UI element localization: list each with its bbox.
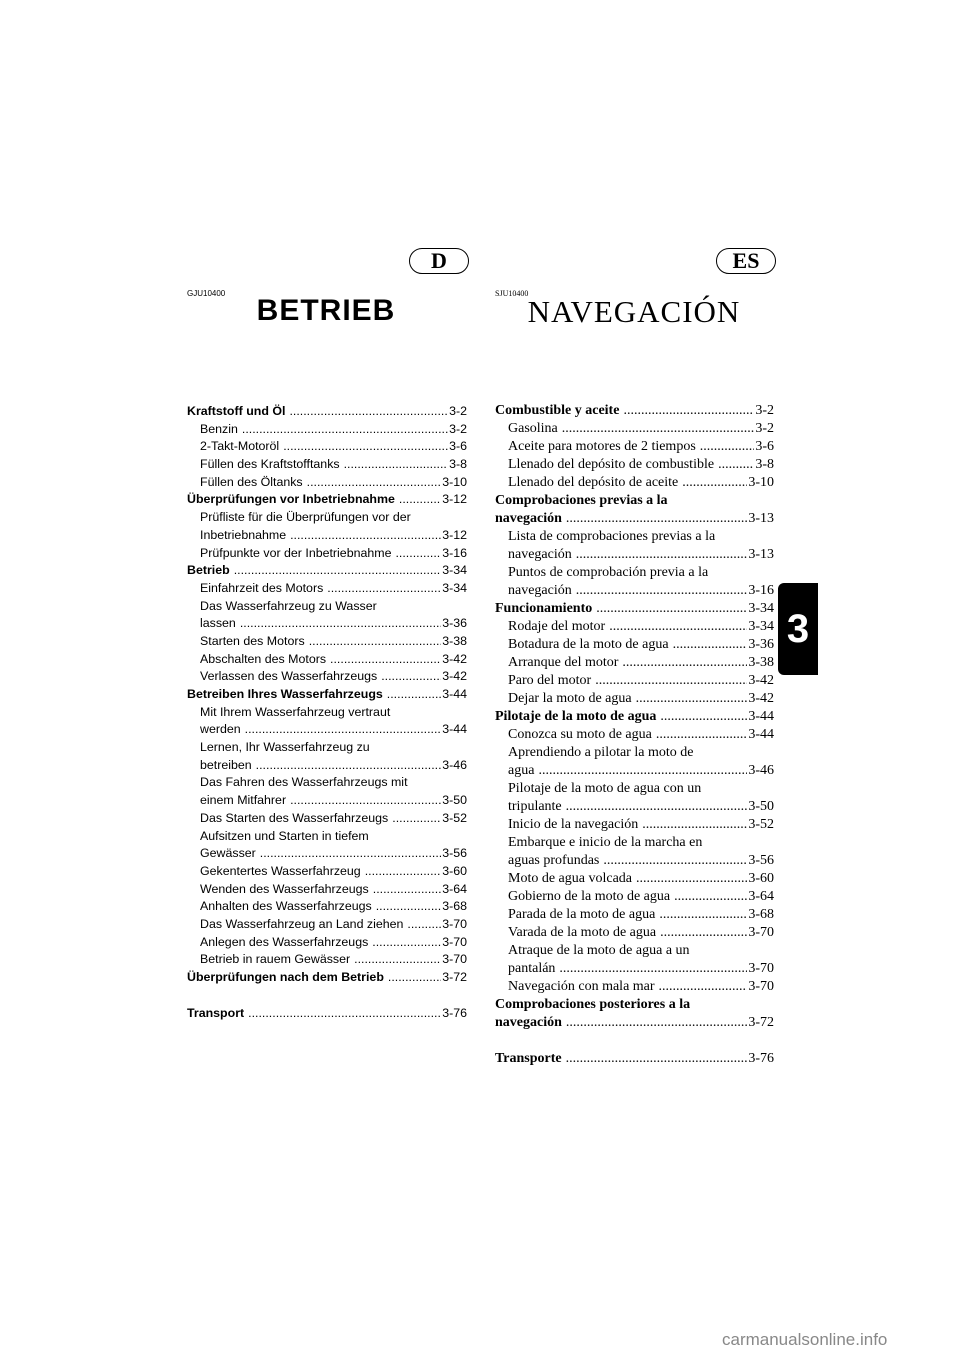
toc-entry xyxy=(187,881,467,899)
toc-entry-title: betreiben xyxy=(200,757,252,772)
toc-entry-page: 3-68 xyxy=(748,907,774,922)
toc-entry-title: agua xyxy=(508,763,535,778)
toc-entry-title: Das Starten des Wasserfahrzeugs xyxy=(200,810,389,825)
toc-entry xyxy=(495,798,774,816)
toc-entry xyxy=(495,852,774,870)
toc-entry xyxy=(187,934,467,952)
toc-entry xyxy=(187,757,467,775)
chapter-tab xyxy=(778,583,818,675)
toc-entry-page: 3-42 xyxy=(748,673,774,688)
toc-leader-dots xyxy=(566,510,747,528)
toc-entry-page: 3-6 xyxy=(449,439,467,454)
toc-entry xyxy=(495,960,774,978)
toc-leader-dots xyxy=(718,456,754,474)
toc-entry-title: Llenado del depósito de aceite xyxy=(508,475,679,490)
toc-entry-title: Paro del motor xyxy=(508,673,592,688)
toc-entry-title: Lista de comprobaciones previas a la xyxy=(508,529,716,544)
toc-entry-page: 3-34 xyxy=(748,619,774,634)
toc-entry xyxy=(495,618,774,636)
toc-entry-page: 3-44 xyxy=(748,727,774,742)
toc-entry xyxy=(495,726,774,744)
toc-entry-page: 3-2 xyxy=(449,404,467,418)
toc-entry-title: Pilotaje de la moto de agua xyxy=(495,709,657,724)
toc-entry xyxy=(495,744,774,762)
toc-leader-dots xyxy=(327,580,441,598)
toc-entry xyxy=(187,863,467,881)
toc-entry xyxy=(187,598,467,616)
toc-entry xyxy=(495,492,774,510)
section-code-de: GJU10400 xyxy=(187,289,226,298)
toc-entry-page: 3-52 xyxy=(748,817,774,832)
toc-entry-page: 3-36 xyxy=(442,616,467,631)
toc-entry-title: Benzin xyxy=(200,421,238,436)
toc-leader-dots xyxy=(682,474,747,492)
toc-leader-dots xyxy=(603,852,747,870)
toc-entry xyxy=(495,672,774,690)
toc-entry-title: Comprobaciones posteriores a la xyxy=(495,997,691,1012)
toc-leader-dots xyxy=(674,888,747,906)
toc-entry xyxy=(495,474,774,492)
toc-entry-page: 3-16 xyxy=(442,545,467,560)
language-badge-de: D xyxy=(409,248,469,274)
toc-entry xyxy=(495,978,774,996)
toc-leader-dots xyxy=(636,690,748,708)
toc-entry-page: 3-10 xyxy=(442,474,467,489)
toc-entry-page: 3-2 xyxy=(449,421,467,436)
toc-entry xyxy=(187,951,467,969)
toc-entry-page: 3-8 xyxy=(755,457,774,472)
toc-entry-page: 3-42 xyxy=(748,691,774,706)
toc-entry xyxy=(495,600,774,618)
toc-entry-title: Kraftstoff und Öl xyxy=(187,404,286,418)
toc-entry-title: Abschalten des Motors xyxy=(200,651,327,666)
toc-entry xyxy=(187,456,467,474)
toc-leader-dots xyxy=(381,668,441,686)
toc-entry-title: pantalán xyxy=(508,961,556,976)
toc-entry-title: Moto de agua volcada xyxy=(508,871,633,886)
toc-leader-dots xyxy=(576,582,748,600)
toc-leader-dots xyxy=(576,546,748,564)
toc-entry xyxy=(187,739,467,757)
language-badge-es: ES xyxy=(716,248,776,274)
toc-entry xyxy=(495,636,774,654)
toc-leader-dots xyxy=(595,672,747,690)
toc-entry xyxy=(187,651,467,669)
toc-entry-title: Arranque del motor xyxy=(508,655,619,670)
toc-entry-page: 3-44 xyxy=(442,722,467,737)
toc-entry-title: Navegación con mala mar xyxy=(508,979,655,994)
toc-leader-dots xyxy=(538,762,747,780)
toc-entry-title: Lernen, Ihr Wasserfahrzeug zu xyxy=(200,740,370,755)
toc-leader-dots xyxy=(245,721,442,739)
toc-entry xyxy=(495,546,774,564)
toc-entry-title: navegación xyxy=(508,547,572,562)
toc-entry xyxy=(187,438,467,456)
toc-leader-dots xyxy=(307,474,442,492)
toc-entry xyxy=(495,906,774,924)
toc-entry xyxy=(495,402,774,420)
toc-leader-dots xyxy=(407,916,441,934)
toc-entry xyxy=(495,528,774,546)
toc-entry xyxy=(187,774,467,792)
toc-entry-page: 3-72 xyxy=(748,1015,774,1030)
toc-leader-dots xyxy=(609,618,747,636)
toc-entry-page: 3-13 xyxy=(748,511,774,526)
toc-entry-page: 3-42 xyxy=(442,651,467,666)
toc-leader-dots xyxy=(562,420,755,438)
section-code-es: SJU10400 xyxy=(495,289,529,298)
toc-leader-dots xyxy=(234,562,441,580)
toc-entry-title: Parada de la moto de agua xyxy=(508,907,656,922)
toc-entry xyxy=(187,828,467,846)
toc-entry-title: lassen xyxy=(200,616,236,631)
toc-entry xyxy=(187,916,467,934)
toc-entry-title: Dejar la moto de agua xyxy=(508,691,632,706)
toc-entry-page: 3-70 xyxy=(748,961,774,976)
toc-entry-title: Gewässer xyxy=(200,846,256,861)
toc-leader-dots xyxy=(659,906,747,924)
toc-leader-dots xyxy=(248,1005,441,1023)
toc-entry-page: 3-12 xyxy=(442,527,467,542)
toc-entry xyxy=(187,491,467,509)
toc-entry-page: 3-52 xyxy=(442,810,467,825)
toc-entry-title: Inbetriebnahme xyxy=(200,527,287,542)
table-of-contents-de xyxy=(187,403,467,1022)
toc-entry-title: Atraque de la moto de agua a un xyxy=(508,943,690,958)
toc-entry xyxy=(187,1005,467,1023)
toc-entry-page: 3-64 xyxy=(748,889,774,904)
chapter-number: 3 xyxy=(786,606,810,651)
toc-entry-title: Das Wasserfahrzeug zu Wasser xyxy=(200,598,377,613)
toc-entry-title: Combustible y aceite xyxy=(495,403,620,418)
toc-entry xyxy=(495,924,774,942)
toc-leader-dots xyxy=(365,863,441,881)
toc-entry-title: Transport xyxy=(187,1005,245,1020)
toc-leader-dots xyxy=(260,845,441,863)
toc-entry-title: Füllen des Kraftstofftanks xyxy=(200,457,340,472)
toc-entry-title: aguas profundas xyxy=(508,853,600,868)
toc-entry-title: Betrieb xyxy=(187,563,230,578)
toc-entry-title: Pilotaje de la moto de agua con un xyxy=(508,781,702,796)
toc-entry-page: 3-34 xyxy=(442,563,467,578)
toc-leader-dots xyxy=(700,438,755,456)
toc-entry-title: Aufsitzen und Starten in tiefem xyxy=(200,828,369,843)
toc-entry-title: Starten des Motors xyxy=(200,633,305,648)
toc-entry xyxy=(187,792,467,810)
toc-entry-title: Betrieb in rauem Gewässer xyxy=(200,952,351,967)
toc-entry-page: 3-70 xyxy=(442,952,467,967)
toc-entry xyxy=(495,1014,774,1032)
toc-entry-title: Aprendiendo a pilotar la moto de xyxy=(508,745,694,760)
toc-entry-title: Comprobaciones previas a la xyxy=(495,493,668,508)
toc-entry-page: 3-70 xyxy=(748,925,774,940)
toc-entry xyxy=(187,421,467,439)
toc-entry-title: Einfahrzeit des Motors xyxy=(200,580,324,595)
toc-entry-page: 3-34 xyxy=(748,601,774,616)
toc-entry xyxy=(495,888,774,906)
toc-entry-page: 3-13 xyxy=(748,547,774,562)
toc-leader-dots xyxy=(344,456,448,474)
toc-entry xyxy=(187,615,467,633)
toc-entry xyxy=(495,420,774,438)
toc-entry-title: Füllen des Öltanks xyxy=(200,474,303,489)
page-title-de: BETRIEB xyxy=(256,294,396,327)
toc-leader-dots xyxy=(283,438,448,456)
toc-leader-dots xyxy=(290,792,441,810)
toc-entry-title: Das Fahren des Wasserfahrzeugs mit xyxy=(200,775,408,790)
toc-leader-dots xyxy=(242,421,448,439)
toc-leader-dots xyxy=(392,810,441,828)
toc-entry xyxy=(187,721,467,739)
toc-entry-title: Verlassen des Wasserfahrzeugs xyxy=(200,669,378,684)
toc-entry xyxy=(495,564,774,582)
toc-entry-title: Embarque e inicio de la marcha en xyxy=(508,835,703,850)
toc-entry-page: 3-38 xyxy=(748,655,774,670)
toc-entry-title: einem Mitfahrer xyxy=(200,793,287,808)
toc-leader-dots xyxy=(642,816,747,834)
toc-entry xyxy=(187,633,467,651)
toc-entry xyxy=(187,668,467,686)
toc-entry xyxy=(495,942,774,960)
toc-entry xyxy=(187,545,467,563)
toc-entry xyxy=(187,474,467,492)
toc-leader-dots xyxy=(372,934,441,952)
toc-entry-page: 3-44 xyxy=(748,709,774,724)
toc-entry-page: 3-50 xyxy=(748,799,774,814)
toc-entry-title: Puntos de comprobación previa a la xyxy=(508,565,709,580)
toc-entry-page: 3-44 xyxy=(442,687,467,701)
toc-entry-page: 3-46 xyxy=(748,763,774,778)
toc-entry-page: 3-36 xyxy=(748,637,774,652)
toc-entry-page: 3-72 xyxy=(442,970,467,984)
toc-entry-title: Botadura de la moto de agua xyxy=(508,637,669,652)
toc-leader-dots xyxy=(566,1050,748,1068)
toc-entry-title: Llenado del depósito de combustible xyxy=(508,457,715,472)
toc-entry-title: Varada de la moto de agua xyxy=(508,925,657,940)
toc-entry-page: 3-16 xyxy=(748,583,774,598)
toc-entry-title: Anhalten des Wasserfahrzeugs xyxy=(200,899,372,914)
toc-entry-page: 3-2 xyxy=(755,403,774,418)
toc-entry-title: navegación xyxy=(508,583,572,598)
toc-entry-page: 3-70 xyxy=(442,916,467,931)
toc-leader-dots xyxy=(622,654,747,672)
toc-entry-page: 3-50 xyxy=(442,793,467,808)
toc-entry-title: 2-Takt-Motoröl xyxy=(200,439,280,454)
toc-entry xyxy=(495,582,774,600)
toc-entry xyxy=(495,816,774,834)
toc-entry-page: 3-42 xyxy=(442,669,467,684)
toc-leader-dots xyxy=(660,708,747,726)
toc-entry-title: Prüfliste für die Überprüfungen vor der xyxy=(200,510,411,525)
toc-entry-page: 3-34 xyxy=(442,580,467,595)
toc-entry xyxy=(187,403,467,421)
toc-entry xyxy=(495,708,774,726)
page-title-es: NAVEGACIÓN xyxy=(527,294,741,329)
toc-entry xyxy=(495,834,774,852)
toc-entry-title: Das Wasserfahrzeug an Land ziehen xyxy=(200,916,404,931)
toc-entry-page: 3-12 xyxy=(442,492,467,507)
toc-entry-page: 3-56 xyxy=(442,846,467,861)
toc-entry xyxy=(495,654,774,672)
toc-leader-dots xyxy=(660,924,747,942)
toc-entry-page: 3-46 xyxy=(442,757,467,772)
toc-entry-page: 3-70 xyxy=(748,979,774,994)
toc-entry-title: Conozca su moto de agua xyxy=(508,727,652,742)
toc-entry-page: 3-68 xyxy=(442,899,467,914)
toc-entry-title: tripulante xyxy=(508,799,562,814)
toc-entry xyxy=(495,780,774,798)
toc-entry xyxy=(495,762,774,780)
toc-entry-title: Überprüfungen nach dem Betrieb xyxy=(187,970,384,984)
toc-entry-title: Überprüfungen vor Inbetriebnahme xyxy=(187,492,395,507)
toc-entry xyxy=(187,509,467,527)
toc-leader-dots xyxy=(330,651,441,669)
toc-entry xyxy=(495,1050,774,1068)
toc-entry-page: 3-38 xyxy=(442,633,467,648)
toc-entry xyxy=(187,704,467,722)
toc-entry-title: Inicio de la navegación xyxy=(508,817,639,832)
toc-entry xyxy=(187,527,467,545)
toc-entry-page: 3-60 xyxy=(442,863,467,878)
toc-entry-title: navegación xyxy=(495,511,562,526)
toc-leader-dots xyxy=(656,726,747,744)
toc-leader-dots xyxy=(388,969,441,987)
toc-leader-dots xyxy=(559,960,747,978)
toc-entry-page: 3-2 xyxy=(755,421,774,436)
toc-entry-title: Gekentertes Wasserfahrzeug xyxy=(200,863,361,878)
toc-entry xyxy=(187,580,467,598)
toc-entry xyxy=(187,969,467,987)
toc-entry-page: 3-56 xyxy=(748,853,774,868)
toc-entry-page: 3-70 xyxy=(442,934,467,949)
toc-entry xyxy=(187,810,467,828)
toc-leader-dots xyxy=(289,403,448,421)
toc-leader-dots xyxy=(309,633,442,651)
toc-entry-title: Funcionamiento xyxy=(495,601,593,616)
toc-entry-title: Gobierno de la moto de agua xyxy=(508,889,671,904)
toc-entry-page: 3-76 xyxy=(442,1005,467,1020)
watermark: carmanualsonline.info xyxy=(722,1330,888,1349)
toc-leader-dots xyxy=(659,978,748,996)
toc-entry-title: Mit Ihrem Wasserfahrzeug vertraut xyxy=(200,704,391,719)
toc-entry-title: Betreiben Ihres Wasserfahrzeugs xyxy=(187,687,383,701)
toc-leader-dots xyxy=(290,527,441,545)
toc-leader-dots xyxy=(399,491,441,509)
toc-entry xyxy=(495,438,774,456)
toc-leader-dots xyxy=(566,798,748,816)
toc-entry xyxy=(495,510,774,528)
toc-leader-dots xyxy=(376,898,441,916)
toc-leader-dots xyxy=(373,881,441,899)
toc-leader-dots xyxy=(636,870,747,888)
toc-entry-title: Rodaje del motor xyxy=(508,619,606,634)
toc-entry-title: werden xyxy=(200,722,241,737)
toc-entry-page: 3-64 xyxy=(442,881,467,896)
toc-entry-title: Wenden des Wasserfahrzeugs xyxy=(200,881,369,896)
toc-leader-dots xyxy=(240,615,441,633)
toc-leader-dots xyxy=(395,545,441,563)
toc-entry xyxy=(495,690,774,708)
toc-entry xyxy=(495,870,774,888)
toc-entry-page: 3-76 xyxy=(748,1051,774,1066)
toc-leader-dots xyxy=(566,1014,747,1032)
toc-entry-page: 3-60 xyxy=(748,871,774,886)
toc-leader-dots xyxy=(596,600,747,618)
toc-leader-dots xyxy=(673,636,748,654)
toc-leader-dots xyxy=(623,402,754,420)
toc-entry xyxy=(187,898,467,916)
toc-entry-title: Transporte xyxy=(495,1051,562,1066)
toc-entry-title: Prüfpunkte vor der Inbetriebnahme xyxy=(200,545,392,560)
toc-leader-dots xyxy=(256,757,442,775)
toc-entry-title: navegación xyxy=(495,1015,562,1030)
toc-entry xyxy=(495,996,774,1014)
toc-entry-title: Anlegen des Wasserfahrzeugs xyxy=(200,934,369,949)
toc-entry-title: Aceite para motores de 2 tiempos xyxy=(508,439,696,454)
toc-leader-dots xyxy=(354,951,441,969)
toc-entry-title: Gasolina xyxy=(508,421,558,436)
table-of-contents-es xyxy=(495,402,774,1068)
toc-entry-page: 3-6 xyxy=(755,439,774,454)
toc-entry-page: 3-8 xyxy=(449,457,467,472)
toc-entry-page: 3-10 xyxy=(748,475,774,490)
toc-leader-dots xyxy=(387,686,441,704)
toc-entry xyxy=(187,562,467,580)
toc-entry xyxy=(495,456,774,474)
toc-entry xyxy=(187,686,467,704)
toc-entry xyxy=(187,845,467,863)
